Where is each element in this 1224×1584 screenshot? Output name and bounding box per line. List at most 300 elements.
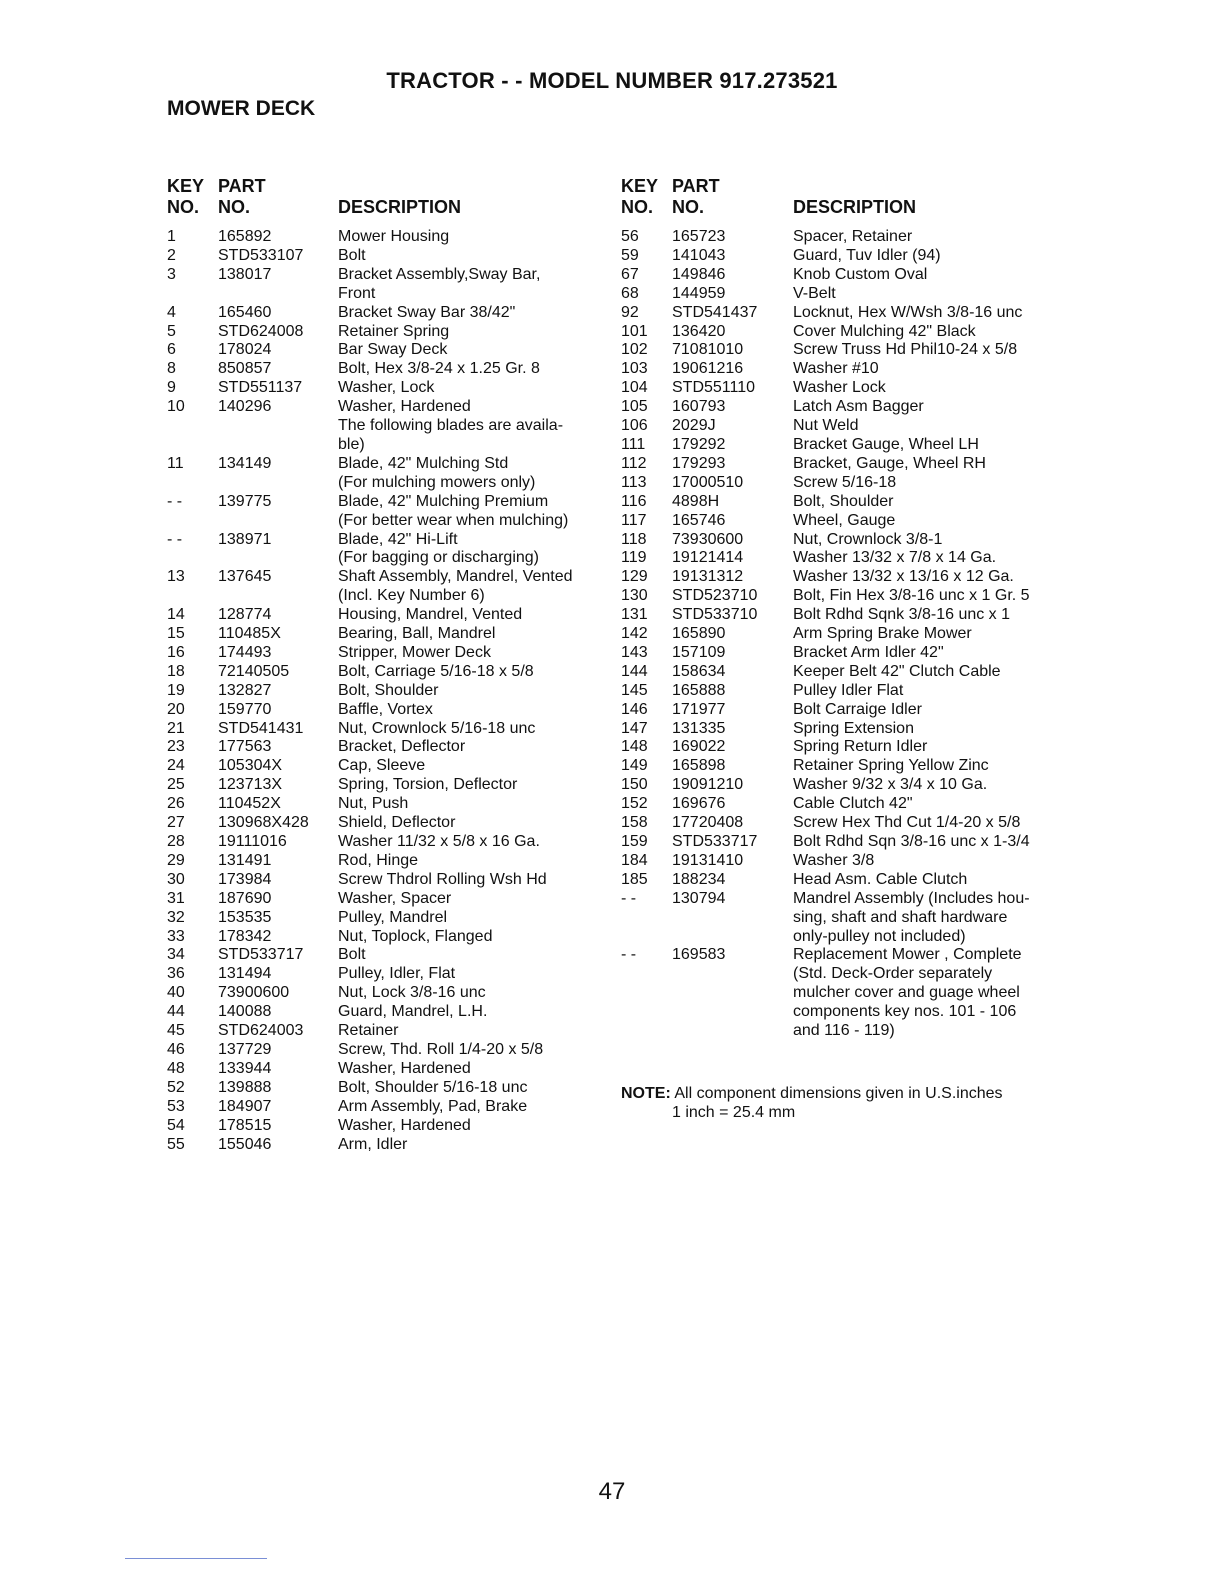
part-no: STD551137	[218, 379, 303, 397]
part-no: 123713X	[218, 776, 283, 794]
part-no: STD551110	[672, 379, 756, 397]
part-no: STD541437	[672, 303, 758, 321]
page-title: TRACTOR - - MODEL NUMBER 917.273521	[386, 68, 838, 93]
key-no: 55	[167, 1135, 185, 1153]
section-title: MOWER DECK	[167, 97, 316, 120]
table-row	[167, 682, 608, 701]
description-header: DESCRIPTION	[338, 197, 462, 217]
table-row	[621, 852, 1063, 871]
part-no: 138017	[218, 265, 272, 283]
part-no: 17000510	[672, 473, 744, 491]
part-description: Washer, Lock	[338, 379, 435, 397]
table-row	[167, 776, 608, 795]
key-no: 53	[167, 1097, 185, 1115]
key-no: 33	[167, 927, 185, 945]
table-row	[621, 663, 1063, 682]
part-no: 137645	[218, 568, 272, 586]
key-no: 184	[621, 851, 648, 869]
part-no: 165890	[672, 625, 726, 643]
part-description: Keeper Belt 42" Clutch Cable	[793, 662, 1001, 680]
table-row	[167, 341, 608, 360]
key-no: 14	[167, 606, 185, 624]
table-row	[621, 644, 1063, 663]
key-no: 104	[621, 379, 648, 397]
page-number: 47	[598, 1478, 626, 1505]
part-no: 184907	[218, 1097, 272, 1115]
part-no: 165888	[672, 681, 726, 699]
part-no: 155046	[218, 1135, 272, 1153]
part-no: 131335	[672, 719, 726, 737]
part-no: 173984	[218, 870, 272, 888]
part-description: V-Belt	[793, 284, 836, 302]
table-row	[621, 228, 1063, 247]
part-no: 132827	[218, 681, 272, 699]
key-header-no: NO.	[621, 197, 654, 217]
part-no: 149846	[672, 265, 726, 283]
key-no: 144	[621, 662, 648, 680]
key-no: 34	[167, 946, 185, 964]
table-row	[167, 625, 608, 644]
key-no: 116	[621, 492, 647, 510]
part-description: Nut, Lock 3/8-16 unc	[338, 984, 486, 1002]
table-row	[167, 1079, 608, 1098]
part-no: 157109	[672, 643, 726, 661]
note-text: All component dimensions given in U.S.inches	[670, 1085, 1003, 1102]
key-no: 92	[621, 303, 639, 321]
part-description: Blade, 42" Mulching Std (For mulching mowers only)	[338, 454, 536, 491]
part-no: 72140505	[218, 662, 290, 680]
part-no: 19121414	[672, 549, 744, 567]
key-no: 103	[621, 360, 648, 378]
table-row	[167, 1041, 608, 1060]
part-description: Retainer	[338, 1022, 399, 1040]
part-description: Shaft Assembly, Mandrel, Vented (Incl. Key Number 6)	[338, 568, 573, 605]
key-no: 158	[621, 814, 648, 832]
part-description: Nut, Crownlock 3/8-1	[793, 530, 943, 548]
key-no: - -	[167, 492, 183, 510]
part-no: 178515	[218, 1116, 272, 1134]
table-row	[167, 814, 608, 833]
part-no: 178024	[218, 341, 272, 359]
part-no: 160793	[672, 398, 726, 416]
table-row	[621, 795, 1063, 814]
table-row	[621, 455, 1063, 474]
part-no: STD533717	[218, 946, 304, 964]
part-description: Bolt Carraige Idler	[793, 700, 922, 718]
table-row	[621, 890, 1063, 947]
key-no: 9	[167, 379, 176, 397]
table-row	[167, 720, 608, 739]
part-description: Arm, Idler	[338, 1135, 408, 1153]
part-no: 850857	[218, 360, 272, 378]
key-no: 25	[167, 776, 185, 794]
table-row	[621, 814, 1063, 833]
part-no: STD533710	[672, 606, 758, 624]
part-description: Retainer Spring	[338, 322, 450, 340]
part-no: 187690	[218, 889, 272, 907]
part-description: Spring, Torsion, Deflector	[338, 776, 518, 794]
table-header	[621, 176, 1063, 228]
table-row	[167, 757, 608, 776]
key-no: 18	[167, 662, 185, 680]
table-row	[621, 493, 1063, 512]
part-no: 165723	[672, 228, 726, 245]
table-row	[621, 341, 1063, 360]
key-no: 36	[167, 965, 185, 983]
key-no: 10	[167, 398, 185, 416]
key-no: 152	[621, 795, 648, 813]
part-description: Replacement Mower , Complete (Std. Deck-Order separately mulcher cover and guage wheel components key nos. 101 - 106 and 116 - 119)	[793, 946, 1022, 1040]
key-no: 16	[167, 643, 185, 661]
part-description: Bolt Rdhd Sqnk 3/8-16 unc x 1	[793, 606, 1011, 624]
part-no: 158634	[672, 662, 726, 680]
part-description: Bracket Sway Bar 38/42"	[338, 303, 516, 321]
part-no: 188234	[672, 870, 726, 888]
note	[621, 1084, 1003, 1122]
table-row	[167, 379, 608, 398]
key-header: KEY	[621, 176, 659, 196]
part-description: Nut, Push	[338, 795, 409, 813]
table-header	[167, 176, 608, 228]
part-no: 165746	[672, 511, 726, 529]
part-description: Arm Assembly, Pad, Brake	[338, 1097, 528, 1115]
key-no: 146	[621, 700, 648, 718]
part-description: Spring Return Idler	[793, 738, 928, 756]
part-description: Washer, Hardened	[338, 1116, 471, 1134]
part-header-no: NO.	[672, 197, 705, 217]
part-no: 4898H	[672, 492, 720, 510]
part-no: 134149	[218, 454, 272, 472]
key-no: 111	[621, 435, 646, 453]
table-row	[167, 852, 608, 871]
key-no: 24	[167, 757, 185, 775]
key-no: 54	[167, 1116, 185, 1134]
part-no: 136420	[672, 322, 726, 340]
table-row	[621, 512, 1063, 531]
part-description: Bracket, Gauge, Wheel RH	[793, 454, 986, 472]
description-header: DESCRIPTION	[793, 197, 917, 217]
part-description: Rod, Hinge	[338, 851, 419, 869]
key-no: 59	[621, 246, 639, 264]
parts-table-right	[621, 176, 1063, 1041]
part-description: Spring Extension	[793, 719, 914, 737]
key-no: 129	[621, 568, 648, 586]
part-no: 141043	[672, 246, 726, 264]
part-no: 179292	[672, 435, 726, 453]
key-no: 48	[167, 1059, 185, 1077]
part-no: 138971	[218, 530, 272, 548]
table-row	[621, 531, 1063, 550]
key-no: - -	[167, 530, 183, 548]
table-row	[167, 984, 608, 1003]
table-row	[621, 833, 1063, 852]
part-description: Pulley Idler Flat	[793, 681, 904, 699]
key-no: 20	[167, 700, 185, 718]
part-description: Locknut, Hex W/Wsh 3/8-16 unc	[793, 303, 1023, 321]
part-description: Bolt	[338, 246, 366, 264]
part-description: Washer #10	[793, 360, 879, 378]
part-no: 19131410	[672, 851, 744, 869]
part-no: 130968X428	[218, 814, 309, 832]
part-no: 144959	[672, 284, 726, 302]
key-no: 8	[167, 360, 176, 378]
parts-table-left	[167, 176, 608, 1154]
part-description: Bearing, Ball, Mandrel	[338, 625, 496, 643]
key-no: 118	[621, 530, 647, 548]
part-description: Retainer Spring Yellow Zinc	[793, 757, 989, 775]
table-row	[167, 946, 608, 965]
table-row	[621, 474, 1063, 493]
part-no: 131491	[218, 851, 272, 869]
key-no: 102	[621, 341, 648, 359]
table-row	[621, 568, 1063, 587]
key-no: 29	[167, 851, 185, 869]
key-no: 119	[621, 549, 647, 567]
part-description: Cover Mulching 42" Black	[793, 322, 976, 340]
key-no: 44	[167, 1003, 185, 1021]
table-row	[167, 1098, 608, 1117]
table-row	[621, 379, 1063, 398]
part-no: 133944	[218, 1059, 272, 1077]
part-header: PART	[672, 176, 720, 196]
part-no: 174493	[218, 643, 272, 661]
part-no: 179293	[672, 454, 726, 472]
table-row	[167, 928, 608, 947]
table-row	[621, 285, 1063, 304]
part-no: 139888	[218, 1078, 272, 1096]
part-no: 169583	[672, 946, 726, 964]
table-row	[167, 871, 608, 890]
key-no: 30	[167, 870, 185, 888]
footer-line	[125, 1558, 267, 1559]
part-no: STD533717	[672, 833, 758, 850]
table-row	[167, 1003, 608, 1022]
part-no: STD541431	[218, 719, 304, 737]
key-no: - -	[621, 889, 637, 907]
part-no: 171977	[672, 700, 726, 718]
part-no: 17720408	[672, 814, 744, 832]
table-row	[621, 398, 1063, 417]
table-row	[167, 606, 608, 625]
table-row	[167, 1136, 608, 1155]
part-description: Wheel, Gauge	[793, 511, 896, 529]
table-row	[167, 644, 608, 663]
key-no: 4	[167, 303, 176, 321]
part-no: STD533107	[218, 246, 304, 264]
part-description: Arm Spring Brake Mower	[793, 625, 972, 643]
key-no: 45	[167, 1022, 185, 1040]
part-no: 73900600	[218, 984, 290, 1002]
key-no: 31	[167, 889, 185, 907]
part-no: 131494	[218, 965, 272, 983]
key-no: 117	[621, 511, 647, 529]
key-no: 15	[167, 625, 185, 643]
key-no: 28	[167, 833, 185, 850]
key-no: 143	[621, 643, 648, 661]
part-no: STD624008	[218, 322, 304, 340]
table-row	[621, 625, 1063, 644]
note-line-1	[621, 1084, 1003, 1103]
key-no: 56	[621, 228, 639, 245]
part-no: 169022	[672, 738, 726, 756]
key-header-no: NO.	[167, 197, 200, 217]
table-row	[167, 1022, 608, 1041]
key-no: 112	[621, 454, 647, 472]
part-no: 177563	[218, 738, 272, 756]
part-description: Bolt Rdhd Sqn 3/8-16 unc x 1-3/4	[793, 833, 1030, 850]
part-description: Washer Lock	[793, 379, 886, 397]
part-no: 19131312	[672, 568, 744, 586]
part-no: 71081010	[672, 341, 744, 359]
part-description: Stripper, Mower Deck	[338, 643, 491, 661]
key-no: 40	[167, 984, 185, 1002]
table-row	[167, 493, 608, 531]
part-description: Bolt, Shoulder	[338, 681, 439, 699]
part-description: Screw 5/16-18	[793, 473, 897, 491]
part-no: 153535	[218, 908, 272, 926]
key-header: KEY	[167, 176, 205, 196]
key-no: 113	[621, 473, 647, 491]
table-row	[167, 360, 608, 379]
key-no: 1	[167, 228, 176, 245]
key-no: 46	[167, 1040, 185, 1058]
key-no: - -	[621, 946, 637, 964]
table-row	[621, 871, 1063, 890]
key-no: 101	[621, 322, 648, 340]
table-row	[621, 720, 1063, 739]
part-no: 140088	[218, 1003, 272, 1021]
table-row	[621, 776, 1063, 795]
table-row	[167, 965, 608, 984]
table-row	[621, 946, 1063, 1041]
part-no: 137729	[218, 1040, 272, 1058]
part-description: Blade, 42" Hi-Lift (For bagging or discharging)	[338, 530, 539, 567]
key-no: 52	[167, 1078, 185, 1096]
part-header-no: NO.	[218, 197, 251, 217]
table-row	[167, 909, 608, 928]
table-row	[621, 682, 1063, 701]
key-no: 11	[167, 454, 184, 472]
part-no: 128774	[218, 606, 272, 624]
part-description: Washer, Hardened The following blades are availa- ble)	[338, 398, 564, 453]
part-description: Mandrel Assembly (Includes hou- sing, shaft and shaft hardware only-pulley not included)	[793, 889, 1030, 945]
part-description: Bolt, Fin Hex 3/8-16 unc x 1 Gr. 5	[793, 587, 1030, 605]
part-description: Washer 3/8	[793, 851, 875, 869]
table-row	[621, 701, 1063, 720]
table-row	[621, 436, 1063, 455]
part-no: 139775	[218, 492, 272, 510]
parts-list	[167, 228, 608, 1154]
part-description: Bracket Assembly,Sway Bar, Front	[338, 265, 541, 302]
part-description: Baffle, Vortex	[338, 700, 433, 718]
part-description: Shield, Deflector	[338, 814, 456, 832]
part-description: Screw Thdrol Rolling Wsh Hd	[338, 870, 547, 888]
part-description: Nut, Toplock, Flanged	[338, 927, 493, 945]
key-no: 149	[621, 757, 648, 775]
part-description: Washer, Hardened	[338, 1059, 471, 1077]
note-line-2: 1 inch = 25.4 mm	[672, 1104, 796, 1121]
part-description: Washer 13/32 x 13/16 x 12 Ga.	[793, 568, 1014, 586]
table-row	[621, 417, 1063, 436]
part-no: 169676	[672, 795, 726, 813]
key-no: 106	[621, 417, 648, 435]
part-description: Head Asm. Cable Clutch	[793, 870, 968, 888]
part-description: Latch Asm Bagger	[793, 398, 924, 416]
table-row	[167, 266, 608, 304]
table-row	[167, 701, 608, 720]
part-description: Nut Weld	[793, 417, 859, 435]
part-description: Guard, Mandrel, L.H.	[338, 1003, 488, 1021]
key-no: 6	[167, 341, 176, 359]
part-description: Bolt, Shoulder 5/16-18 unc	[338, 1078, 528, 1096]
part-description: Knob Custom Oval	[793, 265, 928, 283]
part-no: 130794	[672, 889, 726, 907]
table-row	[167, 228, 608, 247]
part-header: PART	[218, 176, 266, 196]
part-description: Guard, Tuv Idler (94)	[793, 246, 941, 264]
table-row	[621, 757, 1063, 776]
part-no: 140296	[218, 398, 272, 416]
part-description: Washer 11/32 x 5/8 x 16 Ga.	[338, 833, 540, 850]
key-no: 27	[167, 814, 185, 832]
table-row	[621, 738, 1063, 757]
part-no: STD523710	[672, 587, 758, 605]
table-row	[167, 398, 608, 455]
part-description: Bolt, Carriage 5/16-18 x 5/8	[338, 662, 534, 680]
part-description: Screw Truss Hd Phil10-24 x 5/8	[793, 341, 1018, 359]
table-row	[621, 323, 1063, 342]
part-description: Blade, 42" Mulching Premium (For better wear when mulching)	[338, 492, 569, 529]
note-label: NOTE:	[621, 1085, 671, 1102]
part-description: Bracket Gauge, Wheel LH	[793, 435, 979, 453]
part-no: 110452X	[218, 795, 281, 813]
part-description: Cable Clutch 42"	[793, 795, 913, 813]
part-no: STD624003	[218, 1022, 304, 1040]
part-description: Cap, Sleeve	[338, 757, 426, 775]
part-no: 19061216	[672, 360, 744, 378]
key-no: 3	[167, 265, 176, 283]
parts-list	[621, 228, 1063, 1041]
part-no: 105304X	[218, 757, 283, 775]
key-no: 21	[167, 719, 185, 737]
table-row	[621, 549, 1063, 568]
part-description: Screw, Thd. Roll 1/4-20 x 5/8	[338, 1040, 544, 1058]
table-row	[621, 587, 1063, 606]
table-row	[167, 323, 608, 342]
table-row	[167, 663, 608, 682]
key-no: 5	[167, 322, 176, 340]
table-row	[621, 247, 1063, 266]
key-no: 148	[621, 738, 648, 756]
key-no: 2	[167, 246, 176, 264]
table-row	[167, 568, 608, 606]
part-description: Bracket Arm Idler 42"	[793, 643, 944, 661]
table-row	[621, 606, 1063, 625]
part-no: 110485X	[218, 625, 281, 643]
part-description: Mower Housing	[338, 228, 450, 245]
table-row	[167, 247, 608, 266]
table-row	[167, 890, 608, 909]
part-no: 2029J	[672, 417, 716, 435]
key-no: 105	[621, 398, 648, 416]
key-no: 131	[621, 606, 648, 624]
part-description: Pulley, Idler, Flat	[338, 965, 456, 983]
table-row	[167, 738, 608, 757]
part-no: 165460	[218, 303, 272, 321]
key-no: 19	[167, 681, 185, 699]
table-row	[167, 1117, 608, 1136]
table-row	[167, 833, 608, 852]
